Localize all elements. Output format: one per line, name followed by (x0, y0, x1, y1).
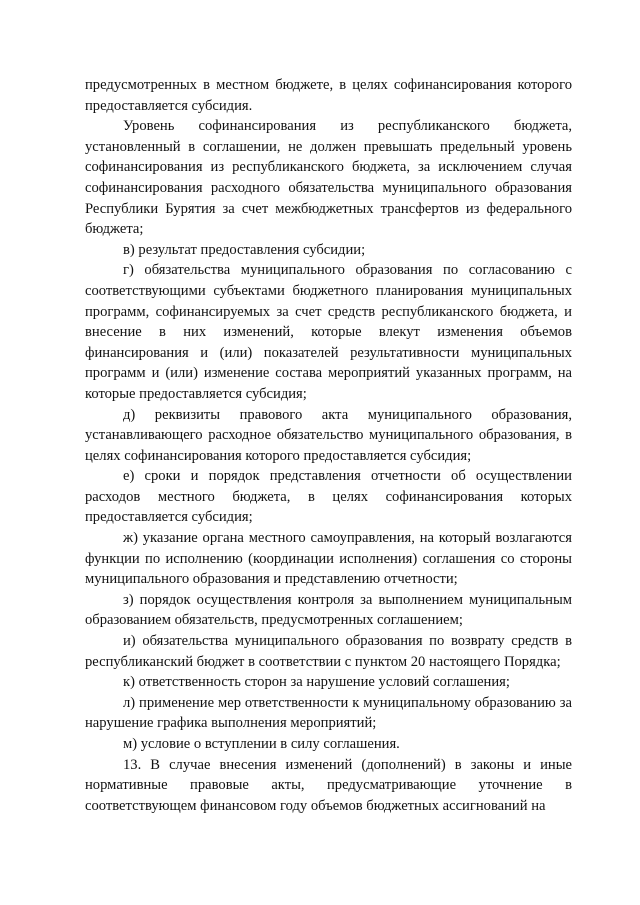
list-item-g: г) обязательства муниципального образования по согласованию с соответствующими субъектами бюджетного планирования муниципальных программ, софинансируемых за счет средств республиканского бюджета, и внесение в них изменений, которые влекут изменения объемов финансирования и (или) показателей результативности муниципальных программ и (или) изменение состава мероприятий указанных программ, на которые предоставляется субсидия; (85, 262, 572, 402)
list-item-m: м) условие о вступлении в силу соглашения. (123, 736, 400, 752)
document-page (85, 75, 572, 816)
list-item-d: д) реквизиты правового акта муниципального образования, устанавливающего расходное обязательство муниципального образования, в целях софинансирования которого предоставляется субсидия; (85, 406, 572, 464)
list-item-k: к) ответственность сторон за нарушение условий соглашения; (123, 674, 510, 691)
list-item-l: л) применение мер ответственности к муниципальному образованию за нарушение графика выполнения мероприятий; (85, 694, 572, 732)
list-item-e: е) сроки и порядок представления отчетности об осуществлении расходов местного бюджета, в целях софинансирования которых предоставляется субсидия; (85, 468, 572, 526)
list-item-i: и) обязательства муниципального образования по возврату средств в республиканский бюджет в соответствии с пунктом 20 настоящего Порядка; (85, 633, 572, 670)
list-item-zh: ж) указание органа местного самоуправления, на который возлагаются функции по исполнению (координации исполнения) соглашения со стороны муниципального образования и представлению отчетности; (85, 530, 572, 588)
list-item-z: з) порядок осуществления контроля за выполнением муниципальным образованием обязательств, предусмотренных соглашением; (85, 591, 572, 629)
paragraph-continuation: предусмотренных в местном бюджете, в целях софинансирования которого предоставляется субсидия. (85, 77, 572, 114)
list-item-v: в) результат предоставления субсидии; (123, 241, 366, 258)
paragraph-cofinancing-level: Уровень софинансирования из республиканского бюджета, установленный в соглашении, не должен превышать предельный уровень софинансирования из республиканского бюджета, за исключением случая софинансирования расходного обязательства муниципального образования Республики Бурятия за счет межбюджетных трансфертов из федерального бюджета; (85, 118, 572, 238)
section-13-paragraph: 13. В случае внесения изменений (дополнений) в законы и иные нормативные правовые акты, предусматривающие уточнение в соответствующем финансовом году объемов бюджетных ассигнований на (85, 756, 572, 814)
